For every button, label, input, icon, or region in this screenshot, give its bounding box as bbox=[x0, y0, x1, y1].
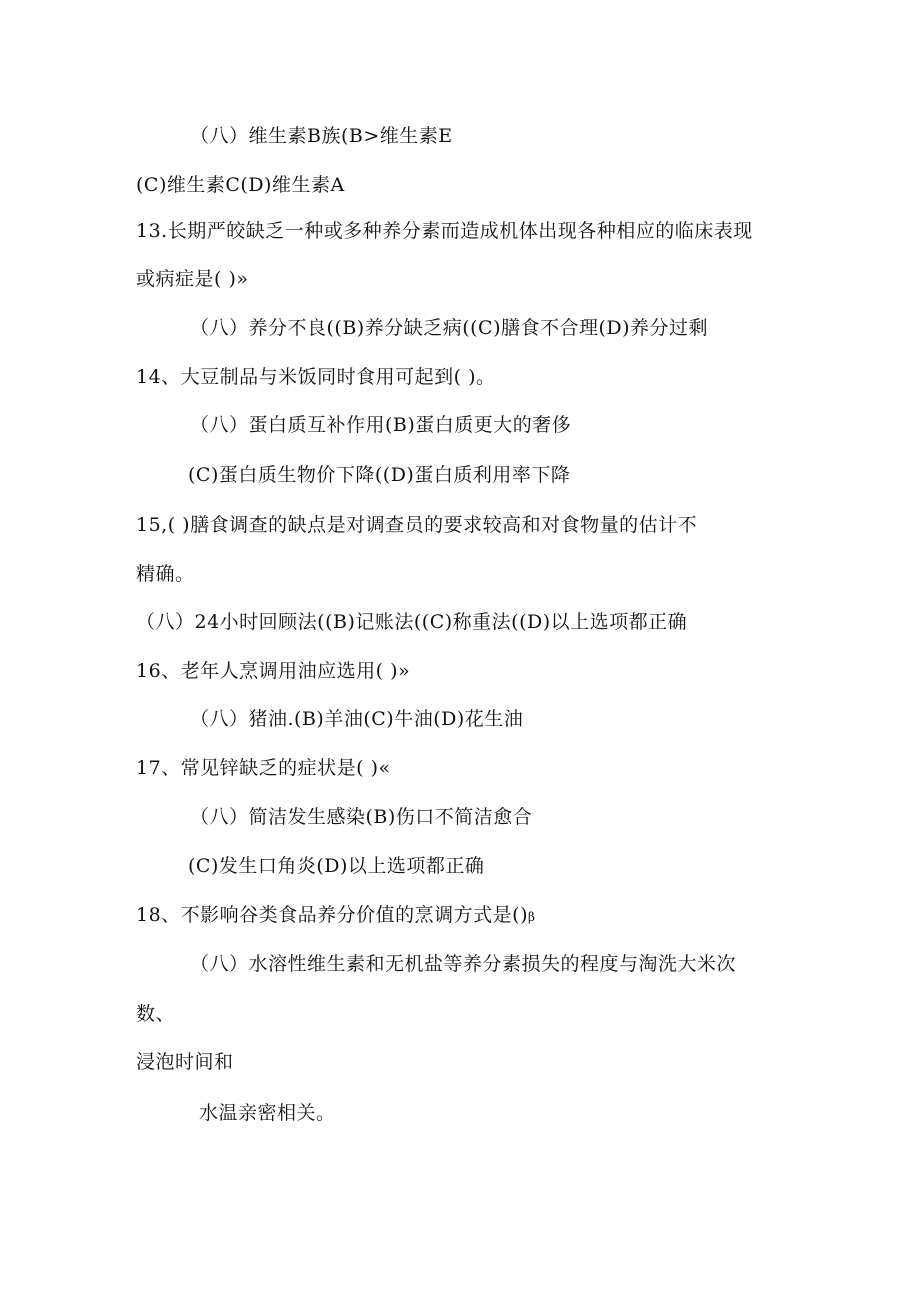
question-18-mark: β bbox=[528, 910, 536, 924]
question-14: 14、大豆制品与米饭同时食用可起到( )。 bbox=[136, 366, 496, 388]
question-18-option-a-line-4: 水温亲密相关。 bbox=[199, 1102, 336, 1124]
question-13-line-1: 13.长期严皎缺乏一种或多种养分素而造成机体出现各种相应的临床表现 bbox=[136, 220, 753, 242]
option-line-12b: (C)维生素C(D)维生素A bbox=[136, 174, 345, 196]
question-17: 17、常见锌缺乏的症状是( )« bbox=[136, 757, 391, 779]
question-15-line-2: 精确。 bbox=[136, 563, 195, 585]
option-line-12a: （八）维生素B族(B>维生素E bbox=[190, 125, 453, 147]
question-18 bbox=[136, 903, 535, 929]
question-17-options-b: (C)发生口角炎(D)以上选项都正确 bbox=[188, 855, 485, 877]
question-14-options-a: （八）蛋白质互补作用(B)蛋白质更大的奢侈 bbox=[190, 414, 572, 436]
question-13-line-2: 或病症是( )» bbox=[136, 268, 249, 290]
question-18-text: 18、不影响谷类食品养分价值的烹调方式是() bbox=[136, 904, 529, 926]
question-18-option-a-line-3: 浸泡时间和 bbox=[136, 1051, 234, 1073]
question-15-options: （八）24小时回顾法((B)记账法((C)称重法((D)以上选项都正确 bbox=[136, 611, 688, 633]
question-18-option-a-line-2: 数、 bbox=[136, 1003, 176, 1025]
question-16: 16、老年人烹调用油应选用( )» bbox=[136, 660, 411, 682]
question-13-options: （八）养分不良((B)养分缺乏病((C)膳食不合理(D)养分过剩 bbox=[190, 317, 709, 339]
question-17-options-a: （八）简洁发生感染(B)伤口不简洁愈合 bbox=[190, 806, 533, 828]
question-15-line-1: 15,( )膳食调查的缺点是对调查员的要求较高和对食物量的估计不 bbox=[136, 514, 698, 536]
question-16-options: （八）猪油.(B)羊油(C)牛油(D)花生油 bbox=[190, 708, 524, 730]
question-18-option-a-line-1: （八）水溶性维生素和无机盐等养分素损失的程度与淘洗大米次 bbox=[190, 953, 737, 975]
question-14-options-b: (C)蛋白质生物价下降((D)蛋白质利用率下降 bbox=[188, 464, 571, 486]
